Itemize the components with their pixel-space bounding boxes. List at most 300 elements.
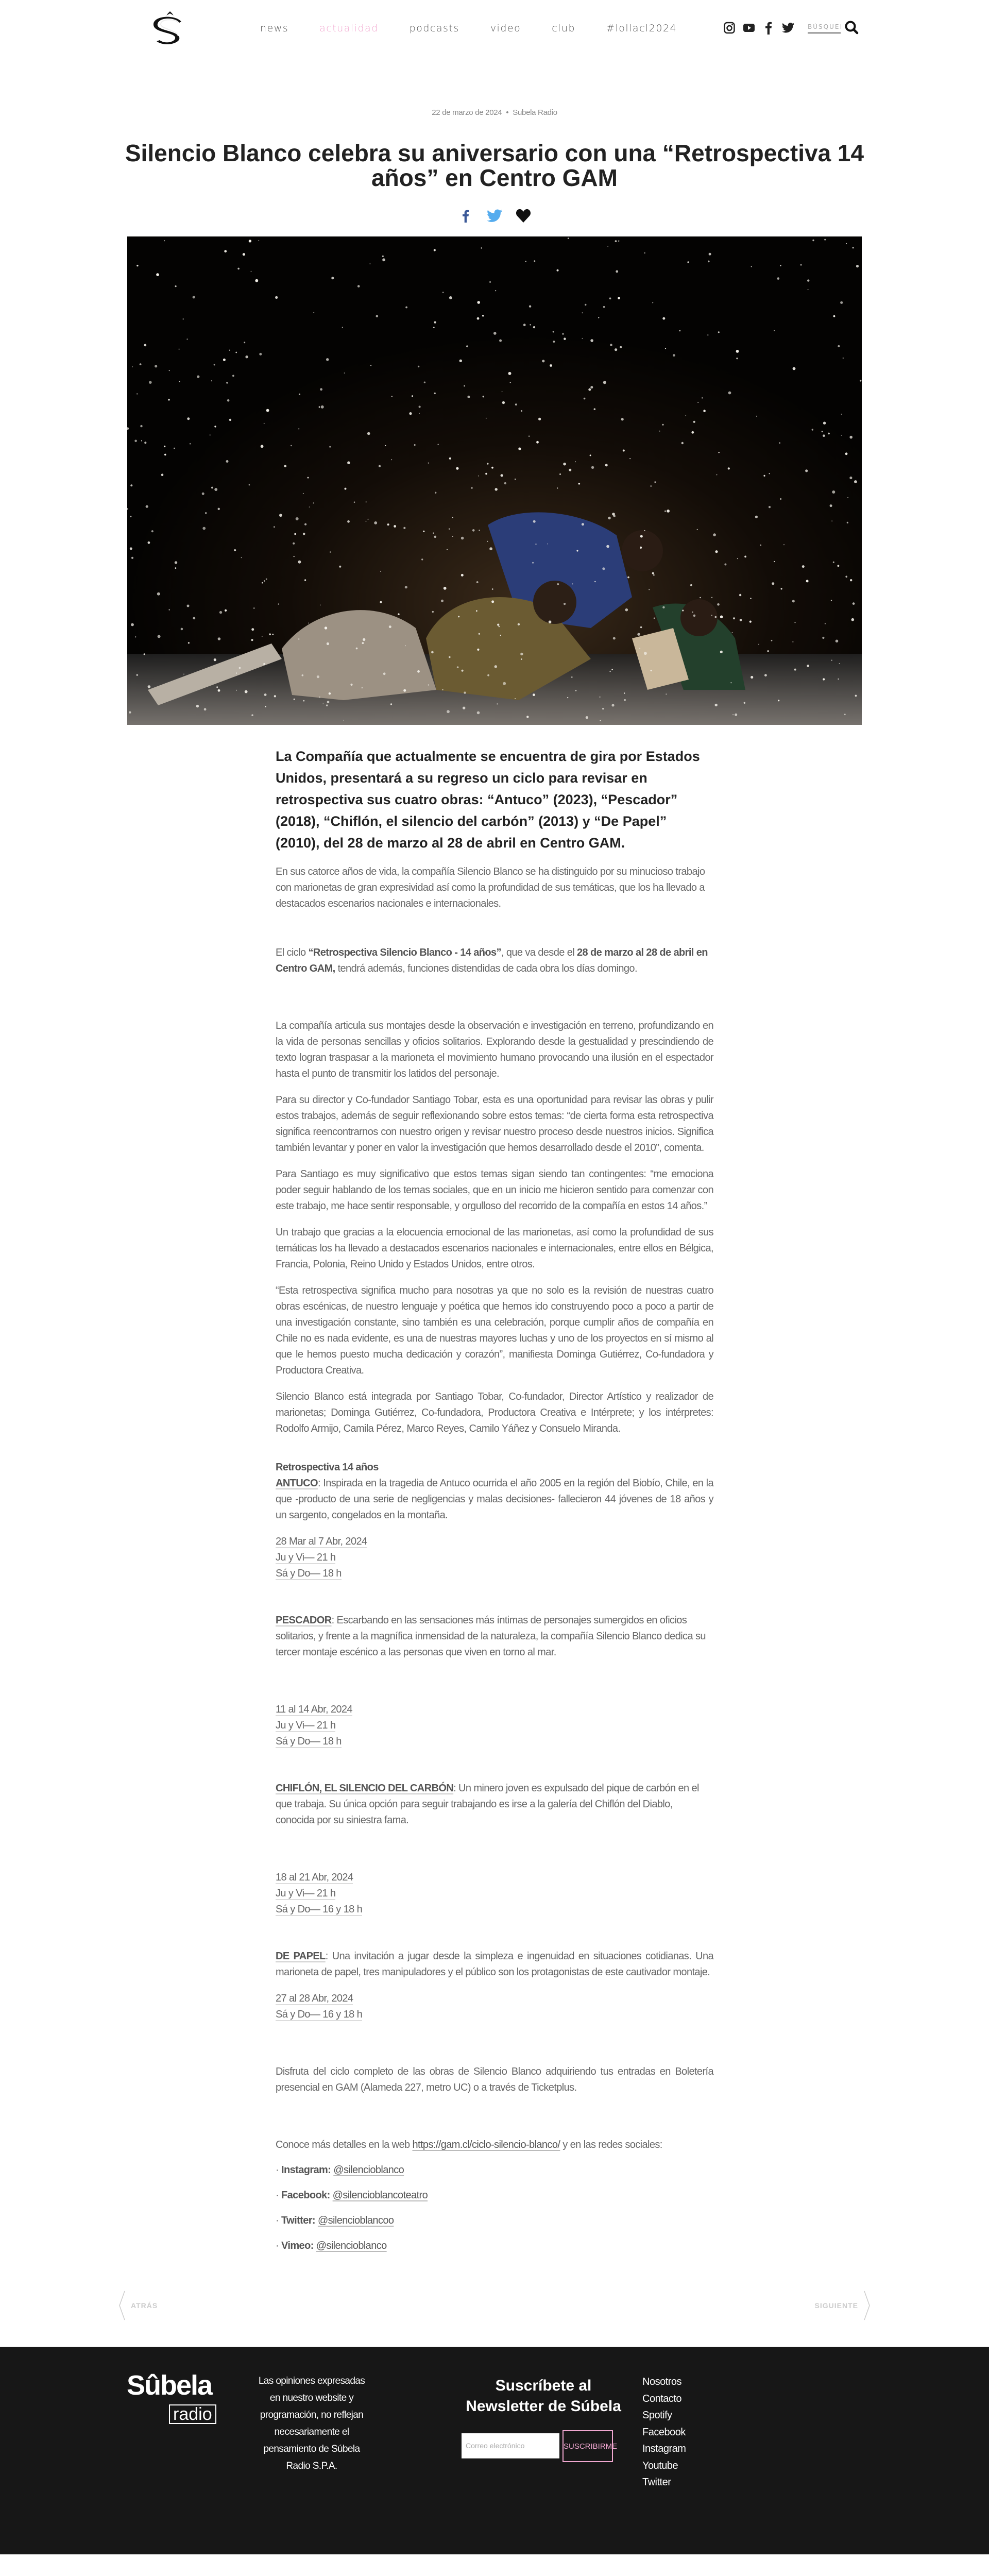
snow-particle [186,338,187,340]
snow-particle [179,349,180,350]
snow-particle [518,623,520,625]
footer-brand: Sûbela [127,2370,212,2401]
snow-particle [452,517,453,518]
snow-particle [164,240,165,241]
snow-particle [329,446,331,448]
prev-article-button[interactable] [118,2290,158,2321]
footer-disclaimer: Las opiniones expresadas en nuestro website y programación, no reflejan necesariamente el pensamiento de Súbela Radio S.P.A. [258,2376,365,2471]
snow-particle [370,365,371,366]
snow-particle [783,544,785,545]
snow-particle [342,327,343,328]
snow-particle [253,607,254,608]
snow-particle [479,530,480,531]
youtube-icon[interactable] [743,22,755,34]
snow-particle [405,586,407,588]
snow-particle [780,265,781,266]
snow-particle [807,665,809,667]
snow-particle [717,603,720,606]
snow-particle [423,531,424,532]
social-handle-twitter: · Twitter: @silencioblancoo [276,2215,394,2226]
snow-particle [190,443,191,444]
snow-particle [456,467,458,470]
obra-name[interactable]: PESCADOR [276,1615,332,1626]
ciclo-name: “Retrospectiva Silencio Blanco - 14 años” [308,947,501,958]
snow-particle [434,249,436,251]
snow-particle [249,484,250,486]
snow-particle [294,556,295,557]
snow-particle [202,527,206,530]
snow-particle [244,342,245,343]
next-article-button[interactable] [815,2290,871,2321]
snow-particle [532,562,534,564]
snow-particle [500,635,501,636]
snow-particle [405,307,407,309]
snow-particle [653,574,655,576]
snow-particle [218,637,221,640]
snow-particle [382,256,384,257]
snow-particle [602,567,605,570]
nav-item-news[interactable]: news [260,23,289,34]
snow-particle [847,497,848,498]
snow-particle [502,391,503,392]
snow-particle [345,488,347,490]
snow-particle [449,529,450,530]
snow-particle [728,392,731,395]
snow-particle [732,715,734,716]
snow-particle [525,261,526,262]
snow-particle [735,714,737,716]
snow-particle [823,434,825,437]
snow-particle [323,703,324,704]
snow-particle [590,339,593,342]
snow-particle [549,620,552,623]
prev-label: ATRÁS [131,2301,158,2310]
body-paragraphs [276,1018,713,1437]
snow-particle [224,250,227,252]
snow-particle [414,444,416,446]
snow-particle [582,312,583,313]
handle-link[interactable]: @silencioblancoo [317,2215,394,2226]
snow-particle [459,360,462,362]
ciclo-middle: , que va desde el [501,947,577,958]
snow-particle [751,676,753,679]
obra-pescador [276,1613,713,1750]
ciclo-paragraph [276,945,713,977]
snow-particle [461,537,464,540]
snow-particle [600,720,601,721]
snow-particle [309,506,310,507]
obra-de-papel [276,1948,713,2023]
snow-particle [624,699,626,701]
nav-item-club[interactable]: club [552,23,576,34]
snow-particle [374,521,377,524]
snow-particle [391,460,392,461]
snow-particle [169,609,170,611]
body-paragraph: La compañía articula sus montajes desde la observación e investigación en terreno, profundizando en la vida de personas sencillas y oficios solitarios. Explorando desde la gestualidad y prescindiendo de texto logran traspasar a la marioneta el movimiento humano provocando una ilusión en el espectador hasta el punto de transmitir los latidos del personaje. [276,1020,713,1079]
schedule-line: Sá y Do— 18 h [276,1568,342,1579]
share-facebook-icon[interactable] [457,206,474,226]
snow-particle [131,557,133,559]
snow-particle [686,415,687,416]
snow-particle [618,241,619,242]
snow-particle [368,519,369,520]
snow-particle [183,674,184,675]
snow-particle [229,419,231,421]
snow-particle [156,273,159,276]
snow-particle [237,268,240,270]
snow-particle [616,270,618,273]
snow-particle [833,562,834,563]
snow-particle [130,484,132,486]
handle-link[interactable]: @silencioblancoteatro [332,2190,428,2201]
snow-particle [347,520,350,523]
snow-particle [557,487,558,488]
footer-link-spotify[interactable]: Spotify [642,2410,672,2421]
snow-particle [466,345,468,347]
gam-link[interactable]: https://gam.cl/ciclo-silencio-blanco/ [412,2139,560,2150]
snow-particle [772,582,774,585]
snow-particle [218,508,220,510]
snow-particle [833,315,835,317]
snow-particle [620,346,622,348]
snow-particle [600,697,601,698]
snow-particle [164,454,166,456]
nav-item-podcasts[interactable]: podcasts [409,23,459,34]
snow-particle [764,674,767,676]
snow-particle [691,431,694,434]
snow-particle [376,315,379,317]
snow-particle [640,547,642,549]
obra-schedule [276,1870,713,1918]
snow-particle [214,488,217,491]
main-nav [260,23,708,34]
site-footer [0,2347,989,2554]
snow-particle [434,393,436,394]
header-social-links [723,22,794,34]
handle-link[interactable]: @silencioblanco [333,2164,404,2176]
snow-particle [274,526,275,528]
snow-particle [526,716,528,718]
snow-particle [718,331,720,333]
snow-particle [728,467,730,469]
snow-particle [744,702,745,704]
footer-logo[interactable] [127,2370,212,2424]
snow-particle [613,515,616,517]
snow-particle [229,350,230,351]
snow-particle [497,703,498,704]
snow-particle [649,589,650,590]
snow-particle [441,600,444,602]
snow-particle [659,431,660,432]
snow-particle [571,676,573,678]
snow-particle [264,580,265,582]
snow-particle [563,463,566,466]
snow-particle [418,366,419,367]
snow-particle [719,452,720,453]
nav-item-video[interactable]: video [490,23,521,34]
snow-particle [380,601,382,603]
snow-particle [603,381,606,384]
snow-particle [562,333,564,335]
facebook-icon[interactable] [762,22,775,34]
snow-particle [851,618,855,621]
subscribe-button[interactable]: SUSCRIBIRME [562,2430,613,2462]
snow-particle [327,642,329,645]
snow-particle [605,464,608,466]
snow-particle [239,667,241,669]
snow-particle [321,405,324,409]
schedule-line: 27 al 28 Abr, 2024 [276,1993,353,2004]
snow-particle [356,648,358,650]
snow-particle [350,684,352,686]
snow-particle [839,663,840,664]
snow-particle [521,658,522,660]
snow-particle [598,317,599,318]
nav-item-lollacl2024[interactable]: #lollacl2024 [606,23,677,34]
snow-particle [779,442,780,444]
snow-particle [852,602,855,605]
snow-particle [481,247,482,248]
snow-particle [291,445,292,446]
snow-particle [433,532,434,534]
footer-link-youtube[interactable]: Youtube [642,2460,678,2471]
snow-particle [838,679,839,680]
snow-particle [588,388,591,391]
snow-particle [491,600,494,603]
snow-particle [265,706,266,707]
snow-particle [175,561,177,564]
snow-particle [269,633,271,635]
snow-particle [161,473,164,476]
snow-particle [303,700,305,702]
snow-particle [447,710,450,713]
snow-particle [627,577,629,579]
snow-particle [477,649,479,651]
snow-particle [432,611,434,613]
snow-particle [385,445,386,446]
snow-particle [236,672,237,673]
newsletter-form [462,2433,628,2462]
social-handle-instagram: · Instagram: @silencioblanco [276,2164,404,2176]
snow-particle [175,285,177,287]
snow-particle [758,644,759,645]
snow-particle [357,285,360,287]
snow-particle [575,461,576,462]
snow-particle [317,675,319,678]
snow-particle [308,622,309,623]
snow-particle [137,265,138,266]
snow-particle [703,410,706,412]
snow-particle [639,648,640,649]
snow-particle [449,296,452,299]
snow-particle [303,493,304,494]
body-paragraph: Para Santiago es muy significativo que estos temas sigan siendo tan contingentes: “me emociona poder seguir hablando de los temas sociales, que en un inicio me hicieron sentido para comenzar con este trabajo, me hace sentir responsable, y orgulloso del recorrido de la compañía en estos 14 años.” [276,1168,713,1212]
snow-particle [609,671,611,672]
snow-particle [251,714,253,716]
snow-particle [403,527,405,529]
snow-particle [838,345,840,347]
handle-link[interactable]: @silencioblanco [316,2240,387,2251]
snow-particle [144,653,145,655]
snow-particle [461,574,464,577]
snow-particle [613,637,616,640]
snow-particle [700,597,701,598]
snow-particle [421,558,423,560]
snow-particle [319,406,320,408]
body-paragraph: “Esta retrospectiva significa mucho para nosotras ya que no solo es la revisión de nuestras cuatro obras escénicas, de nuestro lenguaje y poética que hemos ido construyendo poco a poco a partir de una investigación constante, sino también es una celebración, porque cumplir años de compañía en Chile no es nada evidente, es una de nuestras mayores luchas y uno de los proyectos en sí mismo al que le hemos puesto mucha dedicación y corazón”, manifiesta Dominga Gutiérrez, Co-fundadora y Productora Creativa. [276,1285,713,1376]
snow-particle [255,279,258,282]
snow-particle [640,626,642,629]
snow-particle [828,433,830,435]
snow-particle [624,692,625,693]
schedule-line: Ju y Vi— 21 h [276,1552,336,1563]
snow-particle [849,436,852,439]
snow-particle [693,421,695,423]
snow-particle [840,301,843,304]
snow-particle [575,690,576,691]
snow-particle [362,687,363,688]
snow-particle [709,253,711,256]
snow-particle [457,666,459,668]
snow-particle [621,418,624,420]
snow-particle [327,701,330,703]
snow-particle [243,253,245,256]
search-input[interactable] [808,21,841,33]
obra-schedule [276,1702,713,1750]
snow-particle [495,290,496,291]
snow-particle [412,395,413,397]
snow-particle [640,535,643,538]
snow-particle [146,505,148,508]
snow-particle [667,510,670,513]
social-handle-vimeo: · Vimeo: @silencioblanco [276,2240,387,2251]
like-heart-icon[interactable] [515,206,532,226]
newsletter-email-input[interactable] [462,2433,559,2459]
snow-particle [650,485,652,487]
snow-particle [607,246,608,247]
snow-particle [476,581,479,583]
schedule-line: 28 Mar al 7 Abr, 2024 [276,1536,367,1547]
snow-particle [715,704,718,706]
snow-particle [449,457,451,460]
obra-name[interactable]: ANTUCO [276,1478,318,1489]
snow-particle [611,704,614,706]
snow-particle [331,277,334,279]
article-author[interactable]: Subela Radio [513,108,557,117]
share-twitter-icon[interactable] [486,206,503,226]
snow-particle [665,348,666,349]
twitter-icon[interactable] [782,22,794,34]
snow-particle [463,707,465,709]
snow-particle [486,418,487,419]
footer-link-twitter[interactable]: Twitter [642,2477,671,2488]
snow-particle [464,385,465,387]
obra-desc: : Escarbando en las sensaciones más íntimas de personajes sumergidos en oficios solitarios, y frente a la magnífica inmensidad de la naturaleza, la compañía Silencio Blanco dedica su tercer montaje escénico a las personas que viven en torno al mar. [276,1615,706,1658]
snow-particle [210,434,211,435]
snow-particle [623,450,625,452]
snow-particle [196,705,199,707]
snow-particle [214,426,216,427]
obra-name[interactable]: DE PAPEL [276,1951,326,1962]
search-icon[interactable] [844,20,859,35]
ciclo-dates: 28 de marzo al 28 de abril en Centro GAM, [276,947,708,974]
snow-particle [479,633,480,635]
snow-particle [223,359,226,361]
snow-particle [236,690,237,691]
snow-particle [823,422,826,425]
snow-particle [774,330,775,331]
snow-particle [736,358,738,359]
instagram-icon[interactable] [723,22,736,34]
snow-particle [832,490,835,494]
snow-particle [831,660,832,661]
snow-particle [578,483,581,485]
footer-link-facebook[interactable]: Facebook [642,2426,686,2438]
snow-particle [606,545,609,548]
snow-particle [383,672,386,675]
footer-link-nosotros[interactable]: Nosotros [642,2376,682,2387]
snow-particle [299,394,300,395]
obra-name[interactable]: CHIFLÓN, EL SILENCIO DEL CARBÓN [276,1783,454,1794]
network-label: Instagram: [281,2164,331,2176]
snow-particle [298,428,299,429]
snow-particle [856,265,859,267]
snow-particle [771,640,773,641]
snow-particle [515,403,517,405]
snow-particle [702,397,703,398]
snow-particle [792,600,795,602]
footer-link-contacto[interactable]: Contacto [642,2393,682,2404]
snow-particle [569,469,571,471]
snow-particle [188,642,190,643]
snow-particle [249,240,251,242]
snow-particle [805,469,808,472]
snow-particle [687,261,689,263]
snow-particle [499,626,500,628]
snow-particle [489,547,492,550]
body-paragraph: Silencio Blanco está integrada por Santiago Tobar, Co-fundador, Director Artístico y realizador de marionetas; Dominga Gutiérrez, Co-fundadora, Productora Creativa e Intérprete; y los intérpretes: Rodolfo Armijo, Camila Pérez, Marco Reyes, Camilo Yáñez y Consuelo Miranda. [276,1391,713,1434]
snow-particle [535,544,536,545]
network-label: Twitter: [281,2215,315,2226]
snow-particle [793,367,796,370]
snow-particle [264,423,265,424]
footer-brand-sub: radio [169,2404,216,2424]
snow-particle [523,324,526,326]
snow-particle [424,382,425,383]
snow-particle [467,396,470,398]
snow-particle [148,685,151,688]
snow-particle [564,337,566,340]
snow-particle [487,463,488,465]
nav-item-actualidad[interactable]: actualidad [319,23,379,34]
snow-particle [442,689,443,690]
snow-particle [261,445,264,448]
footer-link-instagram[interactable]: Instagram [642,2443,686,2454]
snow-particle [755,516,758,518]
snow-particle [576,550,578,551]
snow-particle [720,616,723,619]
snow-particle [438,444,439,445]
snow-particle [136,674,138,676]
snow-particle [584,398,586,400]
snow-particle [774,561,775,562]
snow-particle [557,583,559,585]
snow-particle [822,637,824,639]
snow-particle [134,440,137,443]
snow-particle [130,516,131,517]
snow-particle [637,633,640,636]
site-logo[interactable] [149,11,191,48]
